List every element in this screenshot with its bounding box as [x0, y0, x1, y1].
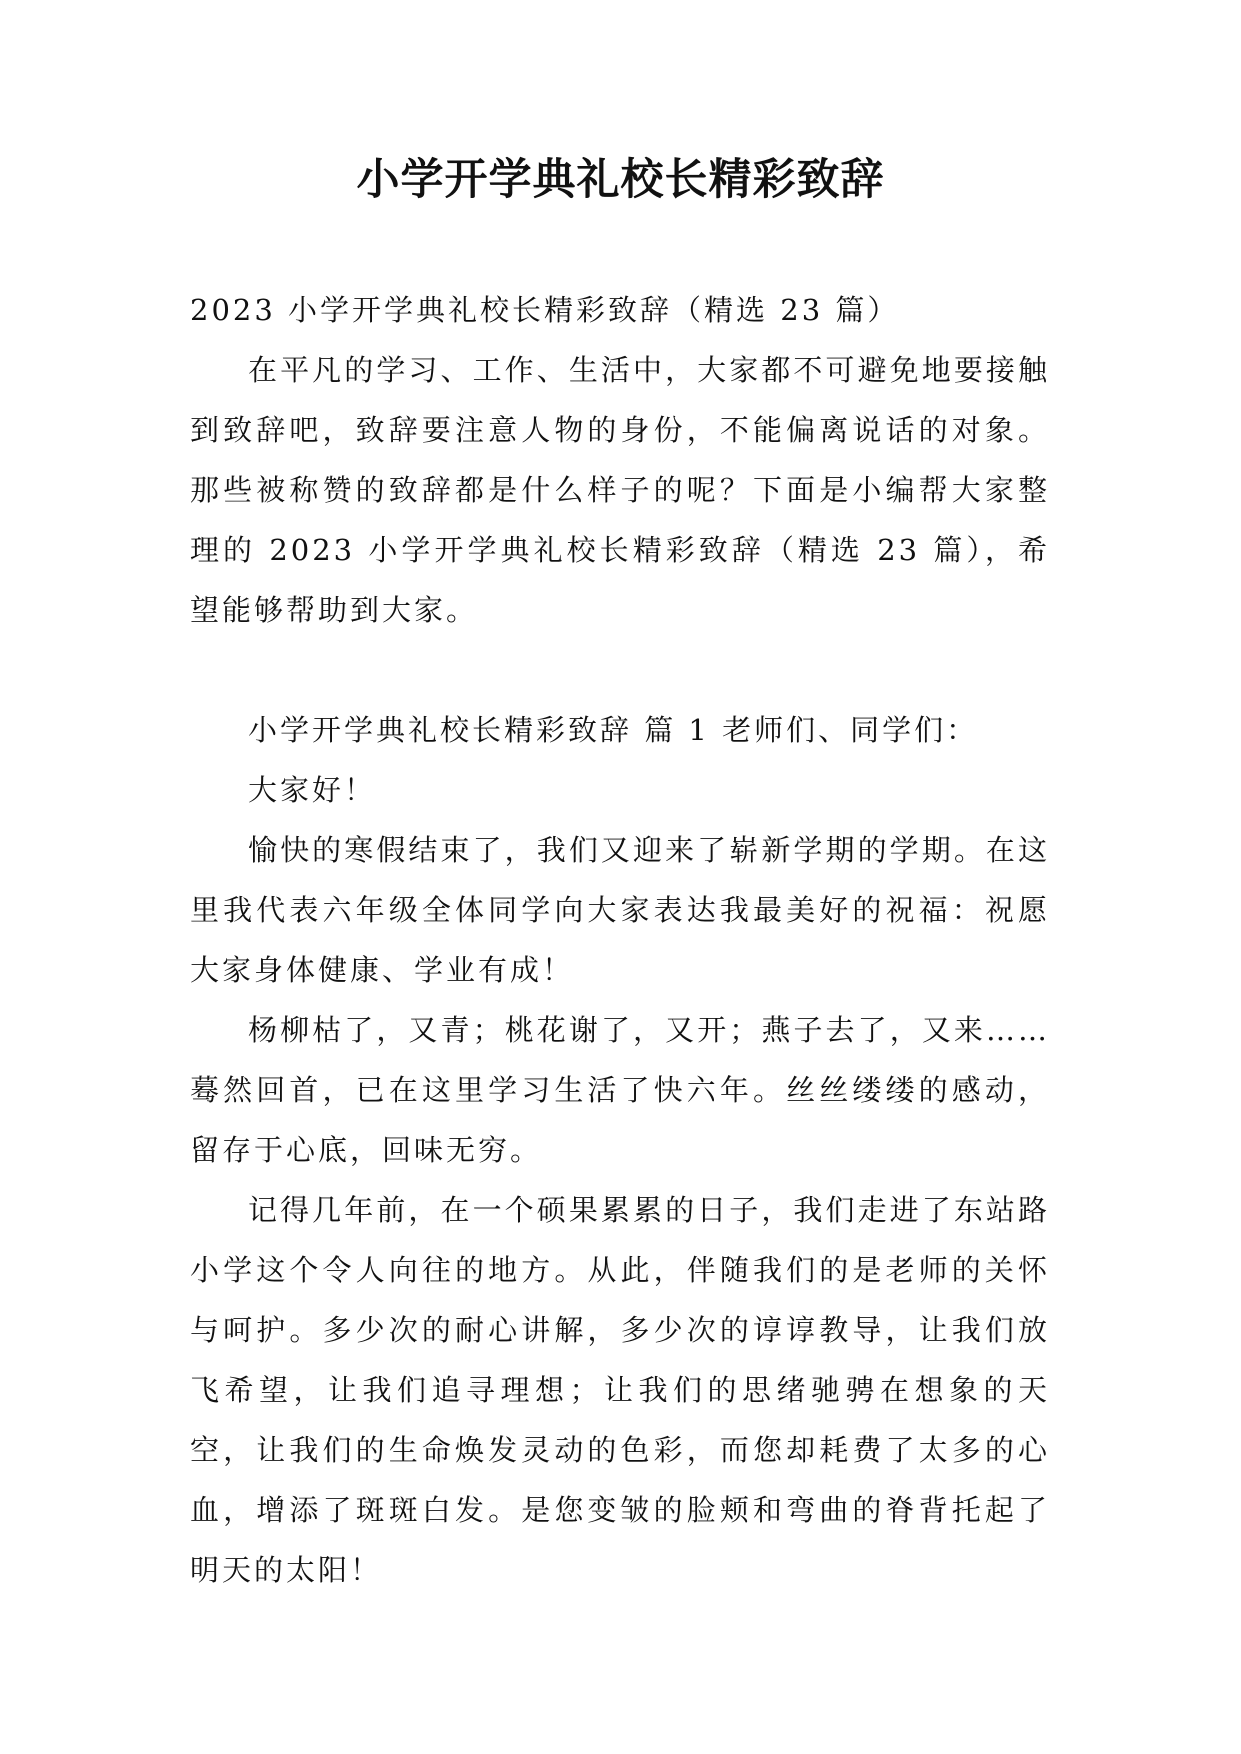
- document-subtitle: 2023 小学开学典礼校长精彩致辞（精选 23 篇）: [190, 293, 900, 327]
- intro-paragraph: 在平凡的学习、工作、生活中，大家都不可避免地要接触到致辞吧，致辞要注意人物的身份，不能偏离说话的对象。那些被称赞的致辞都是什么样子的呢？下面是小编帮大家整理的 2023 小学开学典礼校长精彩致辞（精选 23 篇），希望能够帮助到大家。: [190, 353, 1050, 627]
- section-heading: 小学开学典礼校长精彩致辞 篇 1 老师们、同学们：: [248, 713, 979, 747]
- greeting-line: 大家好！: [248, 773, 377, 807]
- body-paragraph: 杨柳枯了，又青；桃花谢了，又开；燕子去了，又来……蓦然回首，已在这里学习生活了快六年。丝丝缕缕的感动，留存于心底，回味无穷。: [190, 1013, 1050, 1167]
- section-spacer: [190, 640, 1050, 700]
- document-body: [190, 280, 1050, 1600]
- body-paragraph: 愉快的寒假结束了，我们又迎来了崭新学期的学期。在这里我代表六年级全体同学向大家表达我最美好的祝福：祝愿大家身体健康、学业有成！: [190, 833, 1050, 987]
- body-paragraph: 记得几年前，在一个硕果累累的日子，我们走进了东站路小学这个令人向往的地方。从此，伴随我们的是老师的关怀与呵护。多少次的耐心讲解，多少次的谆谆教导，让我们放飞希望，让我们追寻理想；让我们的思绪驰骋在想象的天空，让我们的生命焕发灵动的色彩，而您却耗费了太多的心血，增添了斑斑白发。是您变皱的脸颊和弯曲的脊背托起了明天的太阳！: [190, 1193, 1050, 1587]
- document-title: 小学开学典礼校长精彩致辞: [356, 155, 885, 205]
